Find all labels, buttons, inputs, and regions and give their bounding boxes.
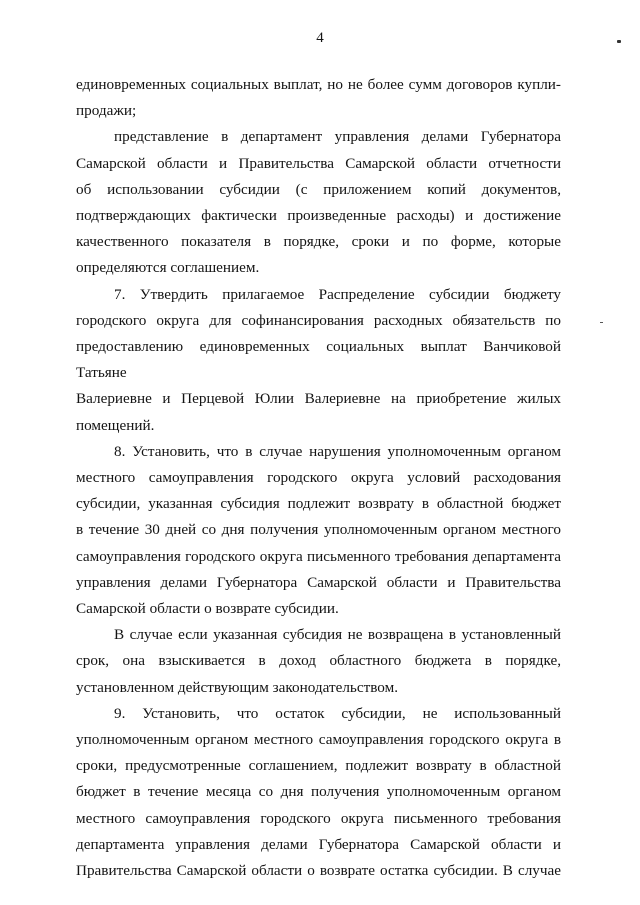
text-line: определяются соглашением. xyxy=(76,259,260,277)
text-line: местного самоуправления городского округа условий расходования xyxy=(76,469,561,487)
paragraph-item-9 xyxy=(76,701,561,884)
scan-dash-mark xyxy=(600,322,603,323)
text-line: департамента управления делами Губернатора Самарской области и xyxy=(76,835,561,853)
text-line: продажи; xyxy=(76,102,137,120)
text-line: уполномоченным органом местного самоуправления городского округа в xyxy=(76,731,561,749)
text-line: качественного показателя в порядке, сроки и по форме, которые xyxy=(76,233,561,251)
text-line: городского округа для софинансирования расходных обязательств по xyxy=(76,311,561,329)
text-line: управления делами Губернатора Самарской области и Правительства xyxy=(76,573,561,591)
text-line: в течение 30 дней со дня получения уполномоченным органом местного xyxy=(76,521,561,539)
text-line: единовременных социальных выплат, но не более сумм договоров купли- xyxy=(76,76,561,93)
text-line: подтверждающих фактически произведенные расходы) и достижение xyxy=(76,207,561,225)
document-body xyxy=(76,72,561,884)
text-line: субсидии, указанная субсидия подлежит возврату в областной бюджет xyxy=(76,495,561,513)
text-line: представление в департамент управления делами Губернатора xyxy=(114,128,561,146)
text-line: помещений. xyxy=(76,416,155,434)
text-line: Самарской области и Правительства Самарской области отчетности xyxy=(76,154,561,172)
page-number: 4 xyxy=(316,30,324,46)
text-line: 8. Установить, что в случае нарушения уполномоченным органом xyxy=(114,442,561,460)
text-line: Правительства Самарской области о возврате остатка субсидии. В случае xyxy=(76,862,561,880)
text-line: 7. Утвердить прилагаемое Распределение субсидии бюджету xyxy=(114,285,561,303)
paragraph-continuation xyxy=(76,72,561,124)
paragraph-recovery xyxy=(76,622,561,701)
text-line: Самарской области о возврате субсидии. xyxy=(76,600,339,618)
scan-speck-mark xyxy=(617,40,621,43)
paragraph-reporting xyxy=(76,124,561,281)
text-line: В случае если указанная субсидия не возвращена в установленный xyxy=(114,626,561,644)
text-line: об использовании субсидии (с приложением копий документов, xyxy=(76,180,561,198)
paragraph-item-8 xyxy=(76,439,561,622)
text-line: сроки, предусмотренные соглашением, подлежит возврату в областной xyxy=(76,757,561,775)
text-line: установленном действующим законодательством. xyxy=(76,678,399,696)
text-line: предоставлению единовременных социальных выплат Ванчиковой Татьяне xyxy=(76,338,561,382)
text-line: срок, она взыскивается в доход областного бюджета в порядке, xyxy=(76,652,561,670)
text-line: бюджет в течение месяца со дня получения уполномоченным органом xyxy=(76,783,561,801)
text-line: 9. Установить, что остаток субсидии, не использованный xyxy=(114,704,561,722)
paragraph-item-7 xyxy=(76,282,561,439)
text-line: самоуправления городского округа письменного требования департамента xyxy=(76,547,561,565)
text-line: местного самоуправления городского округа письменного требования xyxy=(76,809,561,827)
text-line: Валериевне и Перцевой Юлии Валериевне на приобретение жилых xyxy=(76,390,561,408)
